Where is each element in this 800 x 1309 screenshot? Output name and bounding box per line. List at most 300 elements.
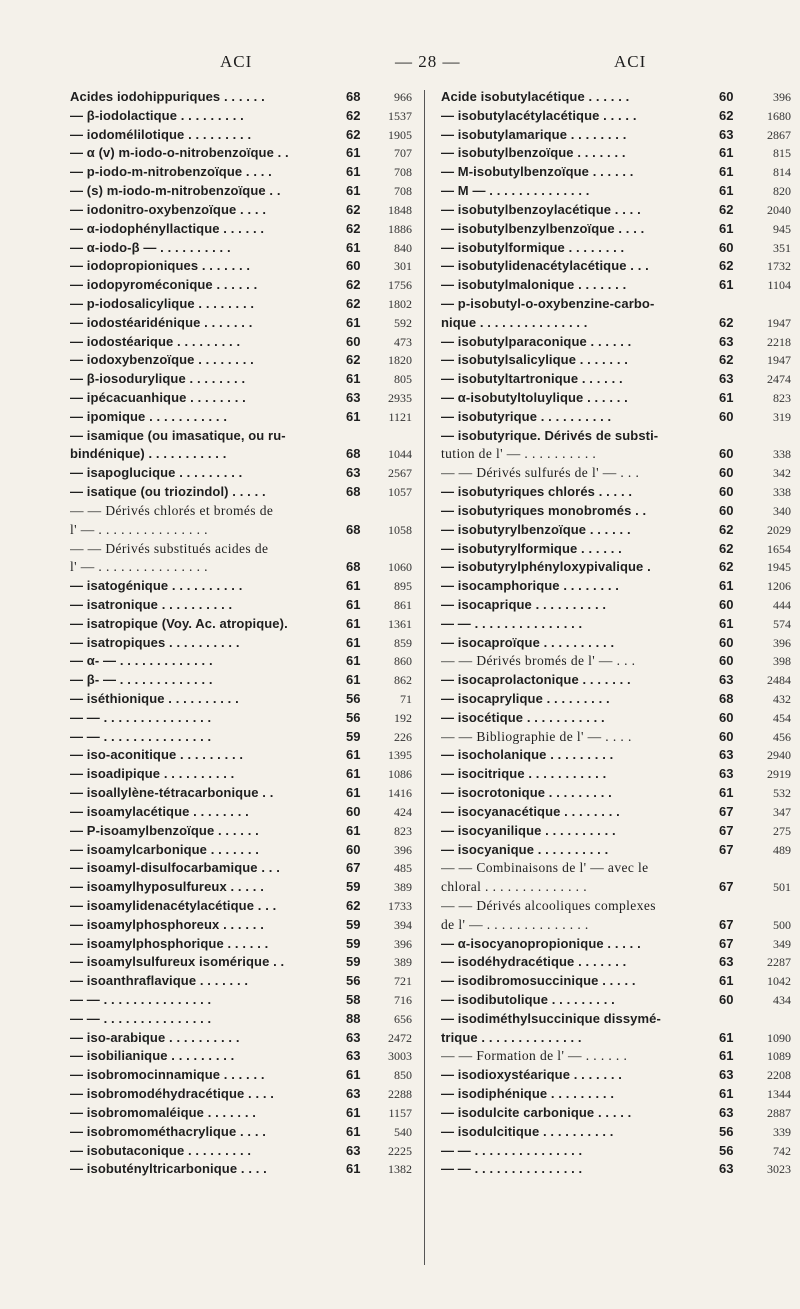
entry-name: — ipécacuanhique . . . . . . . .	[70, 390, 246, 405]
index-entry	[70, 1066, 412, 1085]
entry-name: — isobutyrique . . . . . . . . . .	[441, 408, 612, 424]
index-entry	[441, 389, 791, 408]
index-entry	[70, 220, 412, 239]
entry-name: nique . . . . . . . . . . . . . . .	[441, 314, 588, 330]
entry-volume: 63	[719, 1104, 734, 1120]
entry-page: 1756	[388, 278, 412, 293]
entry-page: 473	[394, 334, 412, 349]
entry-page: 1090	[767, 1030, 791, 1045]
entry-page: 2208	[767, 1068, 791, 1083]
index-entry	[70, 765, 412, 784]
entry-volume: 61	[346, 615, 361, 631]
entry-volume: 62	[346, 897, 361, 913]
entry-volume: 60	[719, 502, 734, 518]
index-entry	[441, 671, 791, 690]
entry-page: 2935	[388, 391, 412, 405]
index-entry	[441, 314, 791, 333]
entry-volume: 59	[346, 728, 361, 744]
entry-name: — isatogénique . . . . . . . . . .	[70, 578, 243, 594]
entry-page: 349	[773, 936, 791, 951]
entry-volume: 63	[346, 1142, 361, 1158]
entry-name: — α- — . . . . . . . . . . . . .	[70, 653, 213, 669]
index-entry	[441, 445, 791, 464]
entry-name: — isocaproïque . . . . . . . . . .	[441, 634, 615, 650]
index-entry	[70, 822, 412, 841]
index-entry	[70, 1123, 412, 1142]
entry-page: 351	[773, 240, 791, 255]
entry-name: trique . . . . . . . . . . . . . .	[441, 1029, 582, 1045]
entry-volume: 63	[346, 1086, 361, 1102]
index-entry	[441, 1160, 791, 1179]
entry-volume: 59	[346, 916, 361, 932]
entry-volume: 68	[346, 446, 361, 462]
entry-page: 275	[773, 823, 791, 838]
entry-name: — isocyanique . . . . . . . . . .	[441, 841, 609, 857]
entry-volume: 59	[346, 954, 361, 970]
entry-name: — M-isobutylbenzoïque . . . . . .	[441, 164, 634, 180]
entry-name: bindénique) . . . . . . . . . . .	[70, 446, 227, 462]
entry-volume: 63	[346, 465, 361, 481]
entry-page: 2474	[767, 372, 791, 387]
entry-volume: 62	[719, 559, 734, 575]
entry-volume: 60	[719, 992, 734, 1007]
entry-volume: 61	[719, 973, 734, 989]
index-entry	[70, 389, 412, 408]
entry-name: — iodonitro-oxybenzoïque . . . .	[70, 201, 267, 217]
index-entry	[70, 935, 412, 954]
entry-page: 500	[773, 917, 791, 932]
entry-volume: 62	[346, 352, 361, 368]
entry-name: Acide isobutylacétique . . . . . .	[441, 89, 630, 104]
entry-volume: 56	[346, 691, 361, 706]
entry-name: — — Dérivés sulfurés de l' — . . .	[441, 465, 640, 481]
entry-name: — isocitrique . . . . . . . . . . .	[441, 766, 607, 782]
entry-page: 532	[773, 786, 791, 801]
entry-page: 396	[773, 635, 791, 650]
entry-page: 347	[773, 804, 791, 819]
index-entry	[70, 276, 412, 295]
entry-name: — isocaprique . . . . . . . . . .	[441, 596, 607, 612]
index-entry	[441, 596, 791, 615]
index-entry	[441, 709, 791, 728]
entry-name: — isodiméthylsuccinique dissymé-	[441, 1010, 661, 1026]
entry-page: 1044	[388, 447, 412, 462]
entry-name: — — . . . . . . . . . . . . . . .	[441, 1161, 583, 1177]
entry-volume: 63	[719, 1161, 734, 1177]
entry-page: 340	[773, 503, 791, 518]
entry-name: — β-iodolactique . . . . . . . . .	[70, 107, 244, 123]
entry-name: — α-isocyanopropionique . . . . .	[441, 935, 641, 951]
entry-name: — p-isobutyl-o-oxybenzine-carbo-	[441, 295, 655, 311]
index-entry	[441, 1123, 791, 1142]
entry-volume: 59	[346, 935, 361, 951]
entry-page: 396	[394, 936, 412, 951]
entry-page: 485	[394, 861, 412, 876]
entry-page: 1042	[767, 974, 791, 989]
index-entry	[70, 163, 412, 182]
entry-volume: 61	[719, 277, 734, 293]
index-entry	[70, 408, 412, 427]
entry-page: 3023	[767, 1162, 791, 1177]
entry-name: tution de l' — . . . . . . . . . .	[441, 446, 597, 462]
entry-volume: 61	[346, 145, 361, 161]
entry-name: — α (v) m-iodo-o-nitrobenzoïque . .	[70, 145, 289, 161]
entry-name: — iodoxybenzoïque . . . . . . . .	[70, 352, 254, 368]
entry-page: 338	[773, 447, 791, 462]
entry-name: — iséthionique . . . . . . . . . .	[70, 691, 239, 706]
entry-name: — isocyanilique . . . . . . . . . .	[441, 822, 616, 838]
entry-volume: 61	[719, 1048, 734, 1064]
entry-name: — isoallylène-tétracarbonique . .	[70, 785, 274, 801]
entry-page: 2484	[767, 673, 791, 688]
entry-volume: 67	[719, 841, 734, 857]
index-entry	[70, 596, 412, 615]
entry-page: 1104	[767, 278, 791, 293]
entry-volume: 61	[719, 390, 734, 405]
index-entry	[441, 859, 791, 878]
index-entry	[441, 991, 791, 1010]
entry-name: — isodéhydracétique . . . . . . .	[441, 954, 627, 970]
entry-volume: 61	[346, 596, 361, 612]
entry-page: 1206	[767, 579, 791, 594]
entry-page: 1060	[388, 560, 412, 575]
entry-name: — — . . . . . . . . . . . . . . .	[70, 709, 212, 725]
entry-volume: 60	[719, 596, 734, 612]
index-entry	[70, 521, 412, 540]
index-entry	[70, 295, 412, 314]
entry-page: 721	[394, 974, 412, 989]
index-entry	[70, 1160, 412, 1179]
column-divider	[424, 90, 425, 1265]
entry-page: 966	[394, 90, 412, 104]
entry-volume: 63	[719, 747, 734, 763]
index-entry	[70, 991, 412, 1010]
left-column	[70, 88, 412, 1179]
entry-name: — isobutaconique . . . . . . . . .	[70, 1142, 252, 1158]
entry-page: 716	[394, 993, 412, 1007]
index-entry	[70, 464, 412, 483]
entry-page: 424	[394, 804, 412, 819]
entry-volume: 60	[719, 484, 734, 500]
entry-volume: 58	[346, 992, 361, 1007]
index-entry	[441, 972, 791, 991]
entry-volume: 61	[346, 747, 361, 763]
entry-name: — isocholanique . . . . . . . . .	[441, 747, 614, 763]
entry-name: — iodopropioniques . . . . . . .	[70, 258, 251, 274]
index-entry	[70, 878, 412, 897]
entry-volume: 88	[346, 1010, 361, 1026]
index-entry	[70, 502, 412, 521]
entry-page: 814	[773, 165, 791, 180]
index-entry	[70, 953, 412, 972]
entry-volume: 61	[346, 785, 361, 801]
index-entry	[70, 709, 412, 728]
entry-volume: 61	[719, 145, 734, 161]
index-entry	[441, 144, 791, 163]
entry-volume: 61	[346, 634, 361, 650]
entry-name: — isobutylbenzoylacétique . . . .	[441, 201, 641, 217]
index-entry	[441, 803, 791, 822]
entry-name: — isobutylacétylacétique . . . . .	[441, 107, 637, 123]
entry-name: — isobutylformique . . . . . . . .	[441, 239, 625, 255]
entry-name: — — . . . . . . . . . . . . . . .	[441, 1142, 583, 1158]
entry-page: 592	[394, 315, 412, 330]
entry-page: 1947	[767, 315, 791, 330]
entry-name: — — Dérivés chlorés et bromés de	[70, 502, 274, 518]
entry-page: 3003	[388, 1049, 412, 1064]
entry-name: — isobutyrylphényloxypivalique .	[441, 559, 651, 575]
entry-name: — isobutylidenacétylacétique . . .	[441, 258, 649, 274]
entry-volume: 63	[346, 1048, 361, 1064]
entry-page: 434	[773, 993, 791, 1007]
entry-volume: 59	[346, 879, 361, 895]
page-number: — 28 —	[395, 52, 461, 71]
entry-volume: 61	[346, 408, 361, 424]
entry-page: 301	[394, 259, 412, 274]
entry-volume: 56	[346, 709, 361, 725]
entry-volume: 63	[719, 672, 734, 688]
entry-page: 840	[394, 240, 412, 255]
entry-page: 1416	[388, 786, 412, 801]
entry-volume: 56	[346, 973, 361, 989]
entry-name: — isobutényltricarbonique . . . .	[70, 1161, 267, 1177]
index-entry	[441, 1104, 791, 1123]
index-entry	[70, 577, 412, 596]
index-entry	[70, 897, 412, 916]
index-entry	[441, 88, 791, 107]
index-entry	[441, 1085, 791, 1104]
entry-name: — iodopyroméconique . . . . . .	[70, 277, 258, 293]
entry-name: — isobutylbenzoïque . . . . . . .	[441, 145, 626, 161]
entry-page: 895	[394, 579, 412, 594]
entry-volume: 63	[719, 1067, 734, 1083]
entry-volume: 67	[719, 935, 734, 951]
entry-page: 540	[394, 1124, 412, 1139]
entry-name: — isatronique . . . . . . . . . .	[70, 596, 233, 612]
entry-volume: 68	[719, 691, 734, 706]
entry-page: 656	[394, 1011, 412, 1026]
index-entry	[70, 972, 412, 991]
entry-page: 2940	[767, 748, 791, 763]
index-entry	[441, 540, 791, 559]
index-entry	[70, 671, 412, 690]
entry-volume: 62	[346, 277, 361, 293]
entry-page: 945	[773, 221, 791, 236]
entry-volume: 67	[719, 803, 734, 819]
entry-volume: 60	[719, 408, 734, 424]
index-entry	[441, 126, 791, 145]
entry-page: 339	[773, 1124, 791, 1139]
index-entry	[70, 1142, 412, 1161]
entry-volume: 61	[346, 766, 361, 782]
entry-page: 396	[773, 90, 791, 104]
entry-page: 2887	[767, 1105, 791, 1120]
index-entry	[441, 784, 791, 803]
entry-name: — isocaprolactonique . . . . . . .	[441, 672, 631, 688]
index-entry	[441, 1029, 791, 1048]
index-entry	[70, 126, 412, 145]
entry-volume: 61	[346, 578, 361, 594]
entry-volume: 63	[719, 766, 734, 782]
index-entry	[70, 483, 412, 502]
index-entry	[70, 784, 412, 803]
entry-volume: 68	[346, 89, 361, 104]
entry-name: — isodibromosuccinique . . . . .	[441, 973, 636, 989]
entry-name: — iso-aconitique . . . . . . . . .	[70, 747, 244, 763]
entry-volume: 61	[346, 822, 361, 838]
index-entry	[441, 897, 791, 916]
entry-page: 1886	[388, 221, 412, 236]
entry-volume: 63	[346, 390, 361, 405]
entry-name: — isodioxystéarique . . . . . . .	[441, 1067, 623, 1083]
entry-page: 1537	[388, 108, 412, 123]
entry-page: 389	[394, 880, 412, 895]
index-entry	[70, 690, 412, 709]
entry-volume: 62	[719, 521, 734, 537]
entry-volume: 63	[719, 333, 734, 349]
index-entry	[441, 652, 791, 671]
index-entry	[441, 935, 791, 954]
entry-page: 862	[394, 673, 412, 688]
entry-name: — isocyanacétique . . . . . . . .	[441, 803, 620, 819]
entry-volume: 61	[346, 371, 361, 387]
entry-page: 820	[773, 184, 791, 199]
entry-page: 394	[394, 917, 412, 932]
entry-name: — isoamylidenacétylacétique . . .	[70, 897, 277, 913]
entry-name: — isoamyl-disulfocarbamique . . .	[70, 860, 280, 876]
entry-volume: 62	[346, 126, 361, 142]
index-entry	[70, 803, 412, 822]
entry-name: — isobutylmalonique . . . . . . .	[441, 277, 627, 293]
entry-page: 71	[400, 692, 412, 706]
index-entry	[70, 652, 412, 671]
entry-name: — isoamylphosphoreux . . . . . .	[70, 916, 264, 932]
index-entry	[441, 483, 791, 502]
entry-page: 823	[773, 391, 791, 405]
index-entry	[70, 314, 412, 333]
entry-name: — isobromomaléique . . . . . . .	[70, 1104, 256, 1120]
entry-name: — isobutylsalicylique . . . . . . .	[441, 352, 628, 368]
entry-page: 2029	[767, 522, 791, 537]
index-entry	[70, 540, 412, 559]
entry-volume: 61	[719, 1086, 734, 1102]
entry-page: 389	[394, 955, 412, 970]
entry-name: — isapoglucique . . . . . . . . .	[70, 465, 243, 481]
entry-page: 454	[773, 710, 791, 725]
index-entry	[441, 107, 791, 126]
entry-page: 2919	[767, 767, 791, 782]
entry-name: — isobromométhacrylique . . . .	[70, 1123, 266, 1139]
entry-name: — isobutyrique. Dérivés de substi-	[441, 427, 659, 443]
entry-volume: 60	[719, 728, 734, 744]
entry-name: — P-isoamylbenzoïque . . . . . .	[70, 822, 259, 838]
entry-volume: 62	[719, 258, 734, 274]
entry-page: 2218	[767, 334, 791, 349]
entry-name: — isobromocinnamique . . . . . .	[70, 1067, 265, 1083]
entry-page: 1945	[767, 560, 791, 575]
entry-name: — isoanthraflavique . . . . . . .	[70, 973, 249, 989]
index-entry	[441, 427, 791, 446]
index-entry	[441, 408, 791, 427]
entry-volume: 61	[719, 183, 734, 199]
entry-volume: 62	[719, 314, 734, 330]
index-entry	[441, 1047, 791, 1066]
entry-volume: 60	[719, 239, 734, 255]
index-entry	[441, 521, 791, 540]
entry-volume: 56	[719, 1142, 734, 1158]
entry-name: — isoamylphosphorique . . . . . .	[70, 935, 269, 951]
entry-volume: 62	[346, 201, 361, 217]
entry-name: — — . . . . . . . . . . . . . . .	[70, 728, 212, 744]
entry-page: 861	[394, 597, 412, 612]
header-left-word: ACI	[220, 52, 253, 71]
index-entry	[441, 295, 791, 314]
entry-name: — — . . . . . . . . . . . . . . .	[70, 992, 212, 1007]
entry-volume: 68	[346, 484, 361, 500]
index-entry	[441, 878, 791, 897]
entry-name: — iso-arabique . . . . . . . . . .	[70, 1029, 240, 1045]
index-entry	[441, 163, 791, 182]
entry-name: — α-iodo-β — . . . . . . . . . .	[70, 239, 231, 255]
entry-page: 707	[394, 146, 412, 161]
entry-page: 338	[773, 485, 791, 500]
entry-name: — isoamylhyposulfureux . . . . .	[70, 879, 264, 895]
entry-name: — isoadipique . . . . . . . . . .	[70, 766, 235, 782]
entry-name: — — Dérivés alcooliques complexes	[441, 897, 656, 913]
entry-page: 2288	[388, 1087, 412, 1102]
header-right-word: ACI	[614, 52, 647, 71]
entry-name: — isobutylamarique . . . . . . . .	[441, 126, 627, 142]
entry-name: — ipomique . . . . . . . . . . .	[70, 408, 228, 424]
entry-name: — isodiphénique . . . . . . . . .	[441, 1086, 615, 1102]
index-entry	[70, 1010, 412, 1029]
entry-page: 501	[773, 880, 791, 895]
index-entry	[70, 916, 412, 935]
entry-volume: 62	[346, 295, 361, 311]
entry-page: 1057	[388, 485, 412, 500]
index-entry	[441, 502, 791, 521]
entry-name: — isobromodéhydracétique . . . .	[70, 1086, 275, 1102]
entry-name: — p-iodo-m-nitrobenzoïque . . . .	[70, 164, 272, 180]
entry-volume: 61	[346, 314, 361, 330]
index-entry	[441, 182, 791, 201]
index-entry	[70, 841, 412, 860]
entry-volume: 61	[346, 1104, 361, 1120]
index-entry	[70, 615, 412, 634]
entry-page: 1733	[388, 898, 412, 913]
entry-page: 859	[394, 635, 412, 650]
entry-page: 2567	[388, 466, 412, 481]
entry-name: — isocaprylique . . . . . . . . .	[441, 691, 610, 706]
running-header	[0, 52, 800, 72]
index-entry	[441, 728, 791, 747]
entry-page: 489	[773, 842, 791, 857]
entry-volume: 62	[719, 352, 734, 368]
index-entry	[70, 144, 412, 163]
index-entry	[70, 370, 412, 389]
entry-volume: 62	[719, 201, 734, 217]
index-entry	[441, 822, 791, 841]
entry-page: 1344	[767, 1087, 791, 1102]
entry-page: 2040	[767, 202, 791, 217]
entry-page: 2472	[388, 1030, 412, 1045]
entry-page: 342	[773, 466, 791, 481]
entry-volume: 60	[346, 803, 361, 819]
index-entry	[441, 577, 791, 596]
entry-volume: 60	[719, 89, 734, 104]
index-entry	[441, 220, 791, 239]
entry-page: 432	[773, 692, 791, 706]
